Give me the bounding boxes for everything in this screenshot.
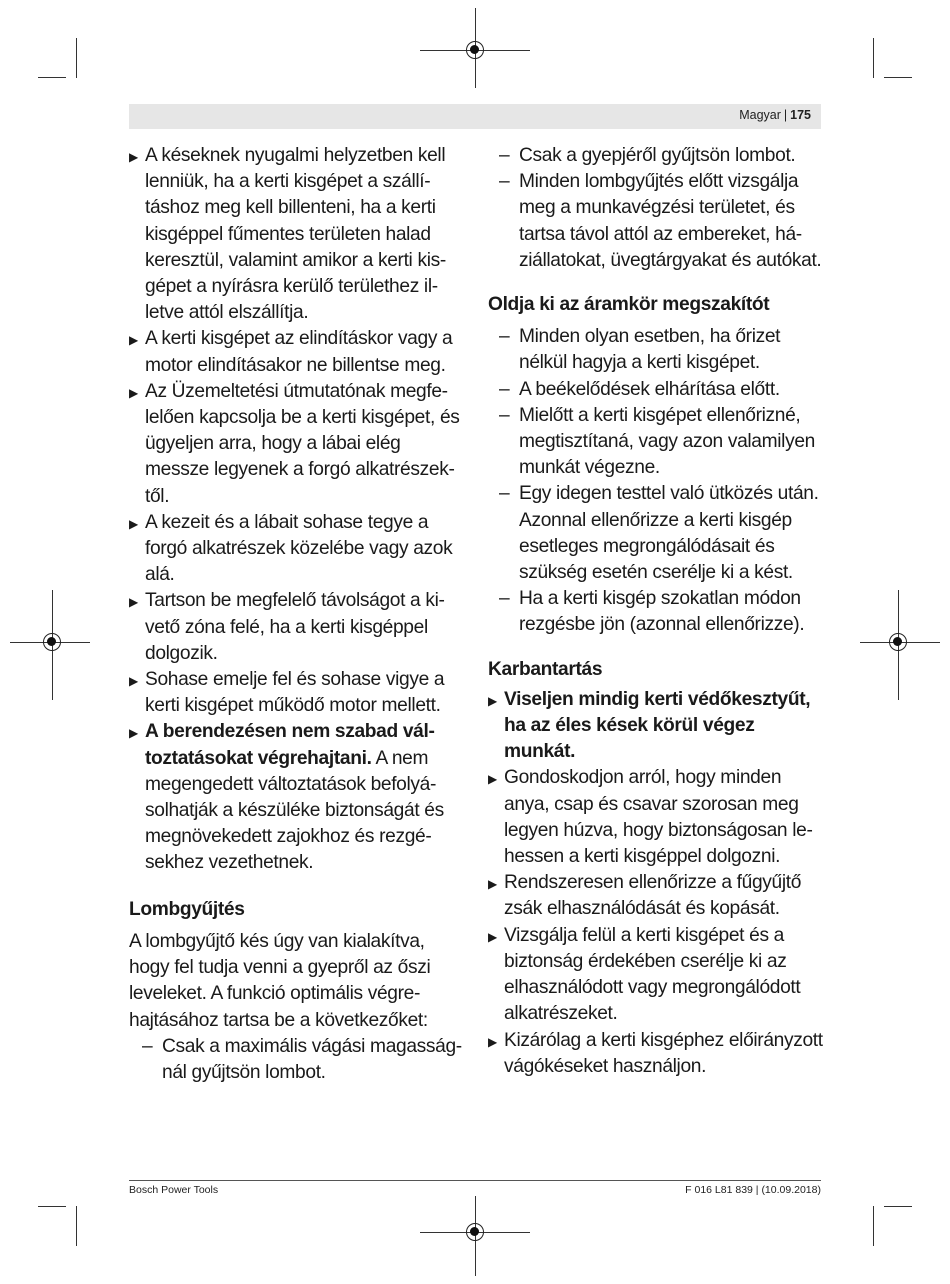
bullet-icon: ▶ bbox=[129, 516, 138, 531]
dash-item: – Ha a kerti kisgép szokatlan módon rezgésbe jön (azonnal ellenőrizze). bbox=[499, 588, 805, 636]
dash-icon: – bbox=[499, 378, 510, 400]
dash-item: – A beékelődések elhárítása előtt. bbox=[488, 377, 824, 403]
bullet-icon: ▶ bbox=[129, 385, 138, 400]
bullet-icon: ▶ bbox=[488, 1034, 497, 1049]
bullet-item: ▶ A kerti kisgépet az elindításkor vagy a motor elindításakor ne billentse meg. bbox=[129, 328, 453, 376]
bullet-item: ▶ Rendszeresen ellenőrizze a fűgyűjtő zsák elhasználódását és kopását. bbox=[488, 872, 802, 920]
bullet-item: ▶ Kizárólag a kerti kisgéphez előirányzott vágókéseket használjon. bbox=[488, 1029, 823, 1077]
dash-icon: – bbox=[499, 404, 510, 426]
page-header bbox=[129, 104, 821, 129]
dash-item: – Csak a gyepjéről gyűjtsön lombot. bbox=[488, 143, 824, 169]
dash-icon: – bbox=[142, 1035, 153, 1057]
bullet-item: ▶ Vizsgálja felül a kerti kisgépet és a biztonság érdekében cserélje ki az elhasználódott vagy megrongálódott alkatrészeket. bbox=[488, 924, 801, 1025]
crop-mark bbox=[76, 1206, 77, 1246]
dash-icon: – bbox=[499, 145, 510, 166]
right-column bbox=[488, 143, 824, 1080]
crop-mark bbox=[873, 38, 874, 78]
section-heading-leaf-collection: Lombgyűjtés bbox=[129, 898, 245, 920]
footer-divider bbox=[129, 1180, 821, 1181]
bullet-rest: A nem megengedett változtatások befolyásolhatják a készüléke biztonságát és megnövekedett zajokhoz és rezgésekhez vezethetnek. bbox=[145, 747, 444, 874]
bullet-icon: ▶ bbox=[488, 772, 497, 787]
section-paragraph: A lombgyűjtő kés úgy van kialakítva, hogy fel tudja venni a gyepről az őszi leveleket. A funkció optimális végrehajtásához tartsa be a következőket: bbox=[129, 930, 431, 1031]
footer-doc-code: F 016 L81 839 | (10.09.2018) bbox=[685, 1184, 821, 1196]
bullet-icon: ▶ bbox=[129, 674, 138, 689]
dash-item: – Minden olyan esetben, ha őrizet nélkül hagyja a kerti kisgépet. bbox=[499, 326, 781, 374]
left-column bbox=[129, 143, 469, 1086]
bullet-icon: ▶ bbox=[129, 726, 138, 741]
page-number: 175 bbox=[790, 108, 811, 122]
crop-mark bbox=[873, 1206, 874, 1246]
crop-mark bbox=[884, 77, 912, 78]
dash-icon: – bbox=[499, 588, 510, 610]
header-label bbox=[739, 108, 811, 122]
dash-item: – Egy idegen testtel való ütközés után. Azonnal ellenőrizze a kerti kisgép esetleges megrongálódásait és szükség esetén cserélje ki a kést. bbox=[499, 483, 819, 584]
bullet-icon: ▶ bbox=[488, 693, 497, 708]
header-separator: | bbox=[783, 108, 788, 122]
dash-icon: – bbox=[499, 483, 510, 505]
dash-icon: – bbox=[499, 171, 510, 193]
bullet-icon: ▶ bbox=[129, 333, 138, 348]
bullet-item: ▶ Sohase emelje fel és sohase vigye a kerti kisgépet működő motor mellett. bbox=[129, 669, 445, 717]
header-language: Magyar bbox=[739, 108, 781, 122]
dash-item: – Minden lombgyűjtés előtt vizsgálja meg a munkavégzési területet, és tartsa távol attól az embereket, háziállatokat, üvegtárgyakat és autókat. bbox=[499, 171, 822, 271]
section-heading-maintenance: Karbantartás bbox=[488, 658, 603, 680]
dash-item: – Csak a maximális vágási magasságnál gyűjtsön lombot. bbox=[142, 1035, 463, 1083]
bullet-bold-lead: A berendezésen nem szabad változtatásokat végrehajtani. bbox=[145, 721, 435, 769]
bullet-item: ▶ Tartson be megfelelő távolságot a kivető zóna felé, ha a kerti kisgéppel dolgozik. bbox=[129, 590, 445, 664]
bullet-item-bold: ▶ Viseljen mindig kerti védőkesztyűt, ha az éles kések körül végez munkát. bbox=[488, 688, 811, 763]
bullet-item-bold bbox=[129, 719, 469, 876]
crop-mark bbox=[76, 38, 77, 78]
crop-mark bbox=[38, 77, 66, 78]
bullet-icon: ▶ bbox=[129, 150, 138, 164]
bullet-item: ▶ A kezeit és a lábait sohase tegye a forgó alkatrészek közelébe vagy azok alá. bbox=[129, 511, 453, 586]
dash-icon: – bbox=[499, 326, 510, 348]
section-heading-circuit-breaker: Oldja ki az áramkör megszakítót bbox=[488, 294, 770, 316]
crop-mark bbox=[38, 1206, 66, 1207]
bullet-icon: ▶ bbox=[488, 877, 497, 892]
bullet-item: ▶ A késeknek nyugalmi helyzetben kell lenniük, ha a kerti kisgépet a szállításhoz meg kell billenteni, ha a kerti kisgéppel fűmentes területen halad keresztül, valamint amikor a kerti kisgépet a nyírásra kerülő területhez illetve attól elszállítja. bbox=[129, 145, 447, 324]
footer-brand: Bosch Power Tools bbox=[129, 1184, 219, 1196]
bullet-icon: ▶ bbox=[129, 595, 138, 610]
crop-mark bbox=[884, 1206, 912, 1207]
bullet-item: ▶ Az Üzemeltetési útmutatónak megfelelően kapcsolja be a kerti kisgépet, és ügyeljen arra, hogy a lábai elég messze legyenek a forgó alkatrészektől. bbox=[129, 380, 460, 507]
bullet-item: ▶ Gondoskodjon arról, hogy minden anya, csap és csavar szorosan meg legyen húzva, hogy biztonságosan lehessen a kerti kisgéppel dolgozni. bbox=[488, 767, 813, 868]
bullet-icon: ▶ bbox=[488, 929, 497, 944]
dash-item: – Mielőtt a kerti kisgépet ellenőrizné, megtisztítaná, vagy azon valamilyen munkát végezne. bbox=[499, 404, 815, 479]
